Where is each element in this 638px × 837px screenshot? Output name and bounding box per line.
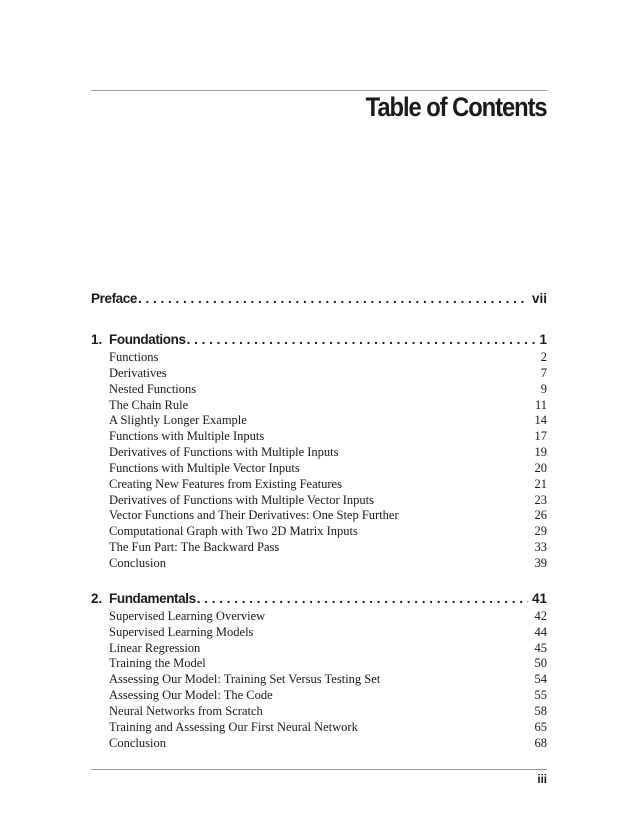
toc-section-entry[interactable] (91, 704, 547, 720)
section-title: Derivatives of Functions with Multiple Vector Inputs (109, 492, 375, 507)
section-page: 44 (534, 624, 547, 639)
section-page: 19 (534, 445, 547, 460)
toc-entry-preface[interactable] (91, 289, 547, 309)
page-number: iii (537, 774, 547, 786)
section-page: 11 (534, 397, 547, 412)
toc-section-entry[interactable] (91, 556, 547, 572)
section-title: Functions (109, 350, 159, 364)
section-title: Linear Regression (109, 640, 201, 655)
toc-section-entry[interactable] (91, 382, 547, 398)
toc-section-entry[interactable] (91, 398, 547, 414)
section-title: A Slightly Longer Example (109, 413, 247, 428)
section-page: 7 (540, 365, 547, 380)
section-page: 65 (534, 719, 547, 734)
preface-page: vii (531, 291, 547, 306)
section-page: 17 (534, 429, 547, 444)
section-page: 14 (534, 413, 547, 428)
toc-section-entry[interactable] (91, 609, 547, 625)
toc-section-entry[interactable] (91, 445, 547, 461)
toc-section-entry[interactable] (91, 656, 547, 672)
section-page: 39 (534, 555, 547, 570)
section-title: The Chain Rule (109, 397, 189, 412)
chapter-number: 2. (91, 590, 103, 606)
section-page: 29 (534, 524, 547, 539)
table-of-contents (91, 289, 547, 751)
section-title: Conclusion (109, 555, 166, 570)
toc-section-entry[interactable] (91, 688, 547, 704)
toc-section-entry[interactable] (91, 508, 547, 524)
section-page: 45 (534, 640, 547, 655)
toc-chapter-1[interactable] (91, 330, 547, 350)
toc-section-entry[interactable] (91, 641, 547, 657)
section-page: 21 (534, 476, 547, 491)
toc-section-entry[interactable] (91, 625, 547, 641)
section-title: Nested Functions (109, 381, 197, 396)
section-page: 2 (540, 350, 547, 364)
section-page: 50 (534, 656, 547, 671)
toc-section-entry[interactable] (91, 350, 547, 366)
section-title: Conclusion (109, 735, 166, 750)
chapter-title: Fundamentals (109, 590, 196, 606)
section-title: Neural Networks from Scratch (109, 703, 263, 718)
section-page: 68 (534, 735, 547, 750)
toc-section-entry[interactable] (91, 477, 547, 493)
chapter-1-sections (91, 350, 547, 572)
section-title: Supervised Learning Overview (109, 608, 266, 623)
toc-section-entry[interactable] (91, 429, 547, 445)
section-page: 54 (534, 672, 547, 687)
section-page: 33 (534, 540, 547, 555)
chapter-page: 1 (539, 332, 547, 347)
section-page: 55 (534, 688, 547, 703)
section-title: Assessing Our Model: The Code (109, 688, 273, 703)
chapter-2-sections (91, 609, 547, 752)
section-page: 42 (534, 608, 547, 623)
toc-section-entry[interactable] (91, 524, 547, 540)
top-rule (91, 90, 547, 91)
section-title: Vector Functions and Their Derivatives: One Step Further (109, 508, 399, 523)
page-title: Table of Contents (366, 92, 547, 122)
section-title: Training the Model (109, 656, 206, 671)
chapter-page: 41 (531, 590, 547, 606)
dot-leader (138, 289, 528, 309)
spacer (91, 309, 547, 330)
section-page: 20 (534, 460, 547, 475)
section-title: Assessing Our Model: Training Set Versus Testing Set (109, 672, 381, 687)
section-title: Derivatives (109, 365, 167, 380)
chapter-title: Foundations (109, 332, 186, 347)
toc-section-entry[interactable] (91, 366, 547, 382)
dot-leader (197, 589, 528, 609)
bottom-rule (91, 769, 547, 770)
spacer (91, 572, 547, 589)
dot-leader (187, 330, 536, 350)
section-title: Training and Assessing Our First Neural Network (109, 719, 358, 734)
section-title: Creating New Features from Existing Features (109, 476, 342, 491)
section-title: Functions with Multiple Vector Inputs (109, 460, 300, 475)
section-page: 58 (534, 703, 547, 718)
toc-section-entry[interactable] (91, 540, 547, 556)
toc-section-entry[interactable] (91, 493, 547, 509)
section-page: 26 (534, 508, 547, 523)
section-title: Derivatives of Functions with Multiple Inputs (109, 445, 339, 460)
toc-section-entry[interactable] (91, 736, 547, 752)
section-title: Supervised Learning Models (109, 624, 254, 639)
preface-title: Preface (91, 291, 137, 306)
section-title: Functions with Multiple Inputs (109, 429, 265, 444)
toc-section-entry[interactable] (91, 720, 547, 736)
section-page: 9 (540, 381, 547, 396)
toc-chapter-2[interactable] (91, 589, 547, 609)
toc-section-entry[interactable] (91, 413, 547, 429)
chapter-number: 1. (91, 332, 103, 347)
section-title: Computational Graph with Two 2D Matrix Inputs (109, 524, 358, 539)
toc-section-entry[interactable] (91, 461, 547, 477)
section-title: The Fun Part: The Backward Pass (109, 540, 280, 555)
toc-section-entry[interactable] (91, 672, 547, 688)
section-page: 23 (534, 492, 547, 507)
